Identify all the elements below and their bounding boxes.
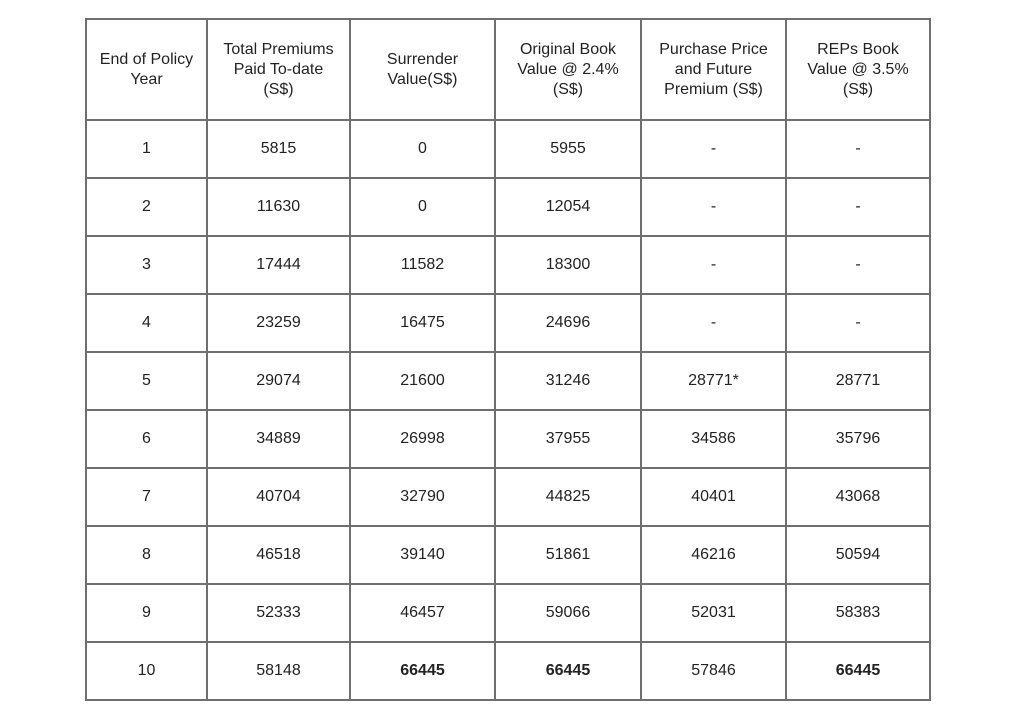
header-line: Paid To-date <box>233 60 324 78</box>
header-line: (S$) <box>263 80 294 98</box>
cell-reps-book-value: - <box>786 236 930 294</box>
table-row <box>86 526 930 584</box>
cell-surrender-value: 26998 <box>350 410 495 468</box>
cell-total-premiums: 11630 <box>207 178 350 236</box>
policy-values-table <box>85 18 931 701</box>
table-row <box>86 294 930 352</box>
header-line: REPs Book <box>817 40 899 58</box>
cell-total-premiums: 40704 <box>207 468 350 526</box>
cell-reps-book-value: 43068 <box>786 468 930 526</box>
cell-total-premiums: 17444 <box>207 236 350 294</box>
table-row <box>86 178 930 236</box>
header-line: Surrender <box>386 50 459 68</box>
cell-year: 7 <box>86 468 207 526</box>
cell-purchase-price: 46216 <box>641 526 786 584</box>
cell-reps-book-value: - <box>786 120 930 178</box>
header-row <box>86 19 930 120</box>
header-line: Year <box>130 70 163 88</box>
cell-original-book-value: 66445 <box>495 642 641 700</box>
header-line: Purchase Price <box>659 40 768 58</box>
header-original-book-value <box>495 19 641 120</box>
header-line: Total Premiums <box>223 40 334 58</box>
cell-purchase-price: 34586 <box>641 410 786 468</box>
header-reps-book-value <box>786 19 930 120</box>
header-line: and Future <box>674 60 753 78</box>
cell-original-book-value: 44825 <box>495 468 641 526</box>
table-row <box>86 410 930 468</box>
policy-values-table-container <box>85 18 931 701</box>
cell-total-premiums: 23259 <box>207 294 350 352</box>
table-row <box>86 236 930 294</box>
cell-purchase-price: - <box>641 120 786 178</box>
cell-year: 8 <box>86 526 207 584</box>
cell-year: 3 <box>86 236 207 294</box>
cell-reps-book-value: 58383 <box>786 584 930 642</box>
header-line: Value @ 2.4% <box>517 60 619 78</box>
cell-total-premiums: 46518 <box>207 526 350 584</box>
cell-purchase-price: 40401 <box>641 468 786 526</box>
cell-total-premiums: 5815 <box>207 120 350 178</box>
cell-surrender-value: 39140 <box>350 526 495 584</box>
header-line: Value(S$) <box>387 70 458 88</box>
cell-total-premiums: 34889 <box>207 410 350 468</box>
cell-purchase-price: 57846 <box>641 642 786 700</box>
cell-surrender-value: 46457 <box>350 584 495 642</box>
cell-reps-book-value: 35796 <box>786 410 930 468</box>
cell-surrender-value: 32790 <box>350 468 495 526</box>
cell-surrender-value: 21600 <box>350 352 495 410</box>
table-row <box>86 468 930 526</box>
header-line: (S$) <box>552 80 584 98</box>
cell-reps-book-value: 28771 <box>786 352 930 410</box>
header-line: Premium (S$) <box>664 80 763 98</box>
cell-purchase-price: - <box>641 178 786 236</box>
cell-original-book-value: 31246 <box>495 352 641 410</box>
cell-surrender-value: 0 <box>350 120 495 178</box>
header-line: Value @ 3.5% <box>807 60 909 78</box>
cell-surrender-value: 0 <box>350 178 495 236</box>
header-purchase-price <box>641 19 786 120</box>
cell-total-premiums: 29074 <box>207 352 350 410</box>
table-row <box>86 584 930 642</box>
cell-reps-book-value: - <box>786 294 930 352</box>
cell-reps-book-value: 50594 <box>786 526 930 584</box>
header-total-premiums <box>207 19 350 120</box>
table-body <box>86 120 930 700</box>
cell-original-book-value: 24696 <box>495 294 641 352</box>
cell-year: 6 <box>86 410 207 468</box>
cell-year: 10 <box>86 642 207 700</box>
cell-surrender-value: 16475 <box>350 294 495 352</box>
table-row <box>86 120 930 178</box>
table-row <box>86 642 930 700</box>
header-surrender-value <box>350 19 495 120</box>
cell-year: 9 <box>86 584 207 642</box>
cell-year: 4 <box>86 294 207 352</box>
cell-purchase-price: 28771* <box>641 352 786 410</box>
cell-total-premiums: 52333 <box>207 584 350 642</box>
cell-original-book-value: 37955 <box>495 410 641 468</box>
cell-original-book-value: 59066 <box>495 584 641 642</box>
cell-year: 1 <box>86 120 207 178</box>
cell-purchase-price: - <box>641 294 786 352</box>
cell-purchase-price: 52031 <box>641 584 786 642</box>
cell-original-book-value: 51861 <box>495 526 641 584</box>
cell-original-book-value: 18300 <box>495 236 641 294</box>
cell-purchase-price: - <box>641 236 786 294</box>
cell-original-book-value: 5955 <box>495 120 641 178</box>
cell-year: 5 <box>86 352 207 410</box>
cell-original-book-value: 12054 <box>495 178 641 236</box>
table-row <box>86 352 930 410</box>
cell-reps-book-value: 66445 <box>786 642 930 700</box>
cell-surrender-value: 11582 <box>350 236 495 294</box>
header-end-of-policy-year <box>86 19 207 120</box>
header-line: End of Policy <box>99 50 194 68</box>
cell-total-premiums: 58148 <box>207 642 350 700</box>
cell-year: 2 <box>86 178 207 236</box>
header-line: Original Book <box>519 40 617 58</box>
header-line: (S$) <box>842 80 874 98</box>
cell-surrender-value: 66445 <box>350 642 495 700</box>
cell-reps-book-value: - <box>786 178 930 236</box>
